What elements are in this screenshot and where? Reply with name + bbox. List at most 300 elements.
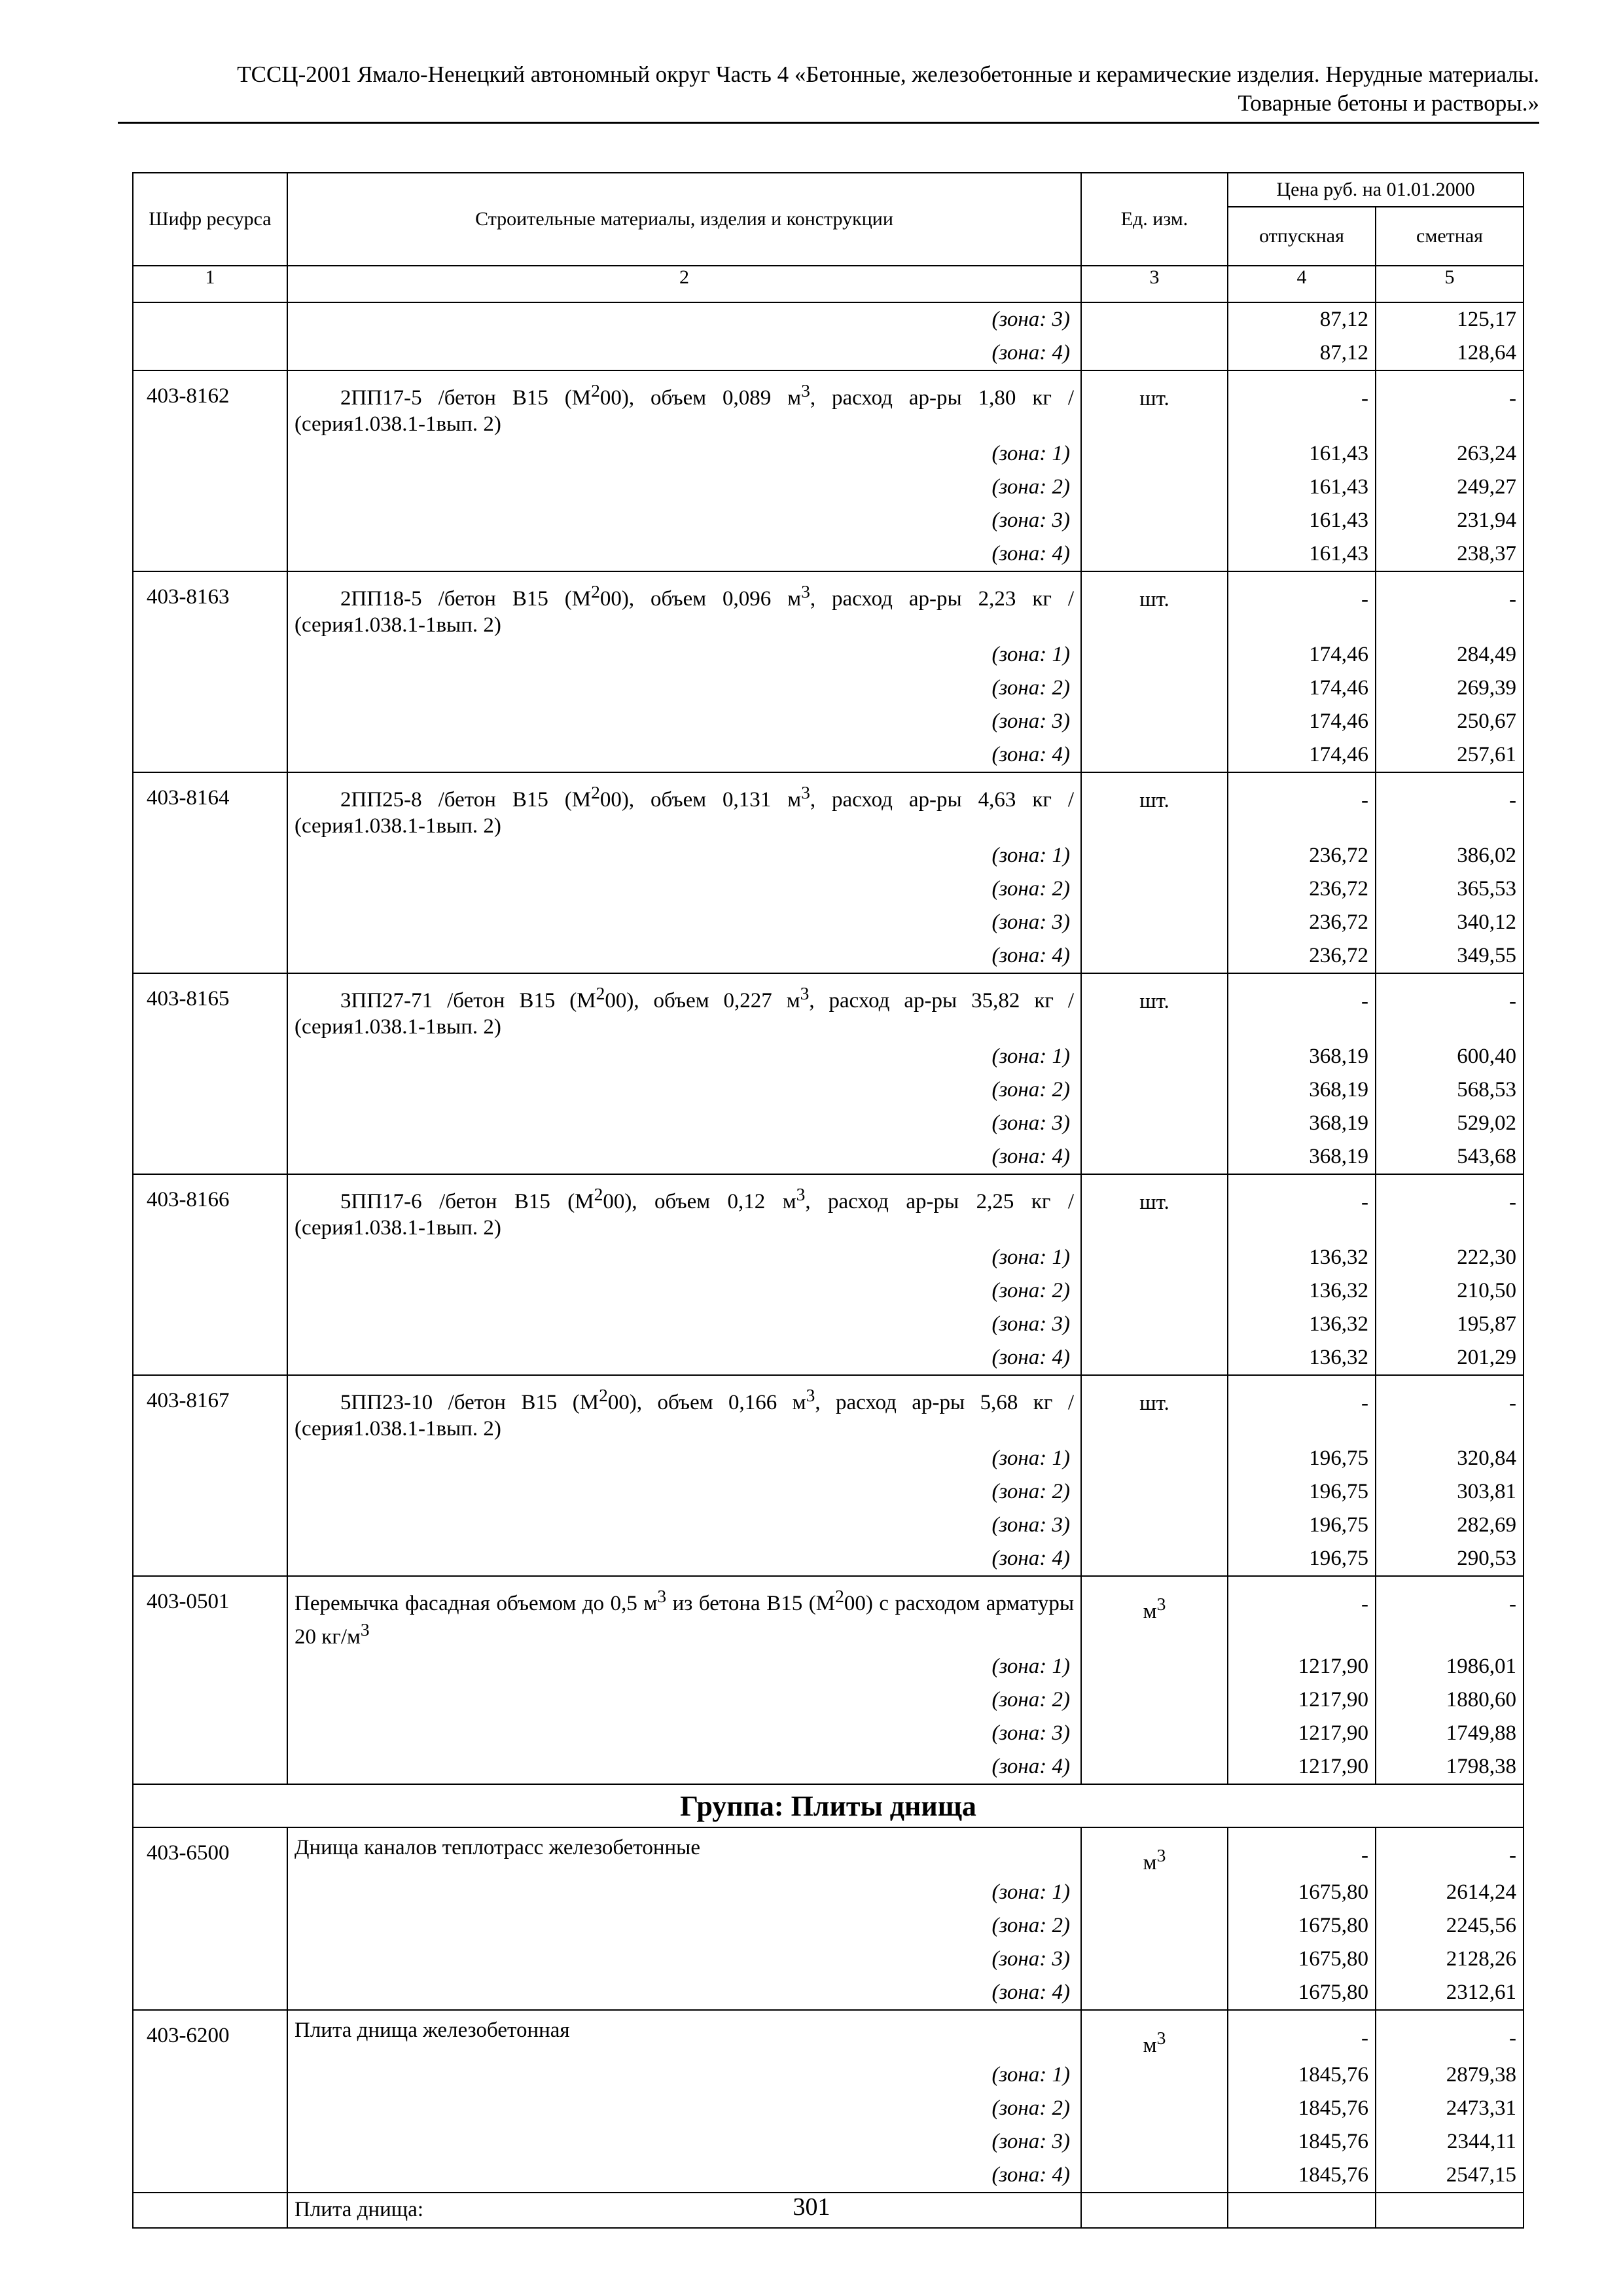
- code-cell: [133, 2092, 287, 2125]
- group-title: Группа: Плиты днища: [133, 1784, 1524, 1827]
- item-name: [287, 973, 1081, 1040]
- unit-cell: [1081, 537, 1228, 571]
- item-name: Плита днища железобетонная: [287, 2010, 1081, 2058]
- zone-row: [133, 638, 1524, 672]
- text-fragment: из бетона В15 (М: [666, 1592, 836, 1615]
- text-fragment: 00), объем 0,089 м: [599, 386, 802, 410]
- release-price: 1217,90: [1228, 1750, 1376, 1784]
- zone-label: (зона: 1): [287, 437, 1081, 471]
- release-price: -: [1228, 1827, 1376, 1876]
- estimate-price: 1749,88: [1376, 1717, 1524, 1750]
- zone-row: [133, 1274, 1524, 1308]
- code-cell: [133, 1876, 287, 1909]
- zone-row: [133, 939, 1524, 973]
- header-line-1: ТССЦ-2001 Ямало-Ненецкий автономный округ Часть 4 «Бетонные, железобетонные и керамические изделия. Нерудные материалы.: [237, 62, 1539, 87]
- estimate-price: -: [1376, 1576, 1524, 1650]
- code-cell: [133, 2125, 287, 2159]
- header-rule: [118, 122, 1539, 124]
- unit-cell: [1081, 1040, 1228, 1073]
- release-price: -: [1228, 571, 1376, 638]
- release-price: -: [1228, 973, 1376, 1040]
- release-price: 161,43: [1228, 437, 1376, 471]
- zone-row: [133, 302, 1524, 336]
- estimate-price: 263,24: [1376, 437, 1524, 471]
- estimate-price: 201,29: [1376, 1341, 1524, 1375]
- superscript: 3: [657, 1586, 667, 1606]
- text-fragment: 00), объем 0,166 м: [607, 1391, 806, 1414]
- col-header-code: Шифр ресурса: [133, 173, 287, 266]
- item-name-text: [294, 1382, 1074, 1442]
- code-cell: [133, 638, 287, 672]
- zone-row: [133, 1308, 1524, 1341]
- zone-label: (зона: 4): [287, 738, 1081, 772]
- item-row: [133, 973, 1524, 1040]
- estimate-price: 2312,61: [1376, 1976, 1524, 2010]
- text-fragment: 5ПП17-6 /бетон В15 (М: [340, 1190, 594, 1213]
- column-number: 3: [1081, 266, 1228, 302]
- unit-cell: [1081, 939, 1228, 973]
- zone-label: (зона: 2): [287, 672, 1081, 705]
- code-cell: [133, 1341, 287, 1375]
- code-cell: [133, 504, 287, 537]
- release-price: 87,12: [1228, 302, 1376, 336]
- release-price: 1845,76: [1228, 2092, 1376, 2125]
- zone-label: (зона: 1): [287, 839, 1081, 872]
- estimate-price: 238,37: [1376, 537, 1524, 571]
- resource-code: 403-8167: [133, 1375, 287, 1442]
- release-price: 1845,76: [1228, 2125, 1376, 2159]
- release-price: 161,43: [1228, 537, 1376, 571]
- code-cell: [133, 738, 287, 772]
- estimate-price: 2879,38: [1376, 2058, 1524, 2092]
- estimate-price: 2128,26: [1376, 1943, 1524, 1976]
- item-row: [133, 1375, 1524, 1442]
- release-price: -: [1228, 1576, 1376, 1650]
- header-line-2: Товарные бетоны и растворы.»: [1238, 90, 1539, 116]
- zone-row: [133, 437, 1524, 471]
- item-row: [133, 370, 1524, 437]
- release-price: 1675,80: [1228, 1909, 1376, 1943]
- zone-label: (зона: 3): [287, 906, 1081, 939]
- col-header-estimate: сметная: [1376, 207, 1524, 266]
- unit-cell: [1081, 1683, 1228, 1717]
- item-row: [133, 1827, 1524, 1876]
- zone-label: (зона: 4): [287, 1341, 1081, 1375]
- zone-row: [133, 738, 1524, 772]
- estimate-price: 349,55: [1376, 939, 1524, 973]
- text-fragment: , расход ар-ры 4,63 кг / (серия1.038.1-1вып. 2): [294, 788, 1074, 838]
- zone-row: [133, 672, 1524, 705]
- estimate-price: 282,69: [1376, 1509, 1524, 1542]
- code-cell: [133, 1107, 287, 1140]
- zone-row: [133, 1073, 1524, 1107]
- text-fragment: шт.: [1139, 789, 1169, 812]
- release-price: 136,32: [1228, 1241, 1376, 1274]
- superscript: 2: [591, 782, 600, 802]
- estimate-price: 600,40: [1376, 1040, 1524, 1073]
- code-cell: [133, 1040, 287, 1073]
- item-name: [287, 1576, 1081, 1650]
- release-price: 136,32: [1228, 1341, 1376, 1375]
- release-price: 368,19: [1228, 1040, 1376, 1073]
- zone-label: (зона: 2): [287, 872, 1081, 906]
- text-fragment: шт.: [1139, 990, 1169, 1013]
- text-fragment: м: [1143, 1851, 1157, 1874]
- code-cell: [133, 1509, 287, 1542]
- resource-code: 403-6500: [133, 1827, 287, 1876]
- unit-cell: [1081, 1107, 1228, 1140]
- item-name-text: [294, 1181, 1074, 1241]
- unit-cell: [1081, 973, 1228, 1040]
- estimate-price: 2245,56: [1376, 1909, 1524, 1943]
- zone-row: [133, 2092, 1524, 2125]
- estimate-price: 269,39: [1376, 672, 1524, 705]
- release-price: 368,19: [1228, 1073, 1376, 1107]
- unit-cell: [1081, 1827, 1228, 1876]
- release-price: 236,72: [1228, 939, 1376, 973]
- price-table: [132, 172, 1524, 2229]
- code-cell: [133, 1683, 287, 1717]
- unit-cell: [1081, 336, 1228, 370]
- estimate-price: 128,64: [1376, 336, 1524, 370]
- text-fragment: 3ПП27-71 /бетон В15 (М: [340, 989, 596, 1013]
- release-price: 196,75: [1228, 1509, 1376, 1542]
- release-price: 1217,90: [1228, 1650, 1376, 1683]
- release-price: 236,72: [1228, 906, 1376, 939]
- unit-cell: [1081, 1876, 1228, 1909]
- resource-code: 403-8166: [133, 1174, 287, 1241]
- zone-label: (зона: 2): [287, 1909, 1081, 1943]
- zone-label: (зона: 4): [287, 336, 1081, 370]
- code-cell: [133, 1241, 287, 1274]
- unit-cell: [1081, 2092, 1228, 2125]
- zone-label: (зона: 4): [287, 2159, 1081, 2193]
- zone-row: [133, 2159, 1524, 2193]
- text-fragment: 00), объем 0,131 м: [599, 788, 802, 812]
- superscript: 3: [1156, 1594, 1166, 1614]
- document-header: [118, 60, 1539, 118]
- release-price: 236,72: [1228, 839, 1376, 872]
- estimate-price: 2344,11: [1376, 2125, 1524, 2159]
- zone-row: [133, 906, 1524, 939]
- column-number: 1: [133, 266, 287, 302]
- col-header-unit: Ед. изм.: [1081, 173, 1228, 266]
- code-cell: [133, 302, 287, 336]
- zone-row: [133, 1241, 1524, 1274]
- release-price: 368,19: [1228, 1107, 1376, 1140]
- zone-label: (зона: 1): [287, 638, 1081, 672]
- release-price: 1217,90: [1228, 1683, 1376, 1717]
- text-fragment: шт.: [1139, 1191, 1169, 1214]
- estimate-price: 386,02: [1376, 839, 1524, 872]
- zone-label: (зона: 3): [287, 1717, 1081, 1750]
- code-cell: [133, 705, 287, 738]
- resource-code: 403-8164: [133, 772, 287, 839]
- code-cell: [133, 1140, 287, 1174]
- column-number-row: [133, 266, 1524, 302]
- release-price: 174,46: [1228, 638, 1376, 672]
- release-price: 236,72: [1228, 872, 1376, 906]
- estimate-price: 2473,31: [1376, 2092, 1524, 2125]
- superscript: 2: [599, 1385, 608, 1405]
- text-fragment: 2ПП18-5 /бетон В15 (М: [340, 587, 592, 611]
- text-fragment: 00), объем 0,227 м: [605, 989, 800, 1013]
- zone-label: (зона: 2): [287, 1683, 1081, 1717]
- estimate-price: -: [1376, 1827, 1524, 1876]
- zone-label: (зона: 1): [287, 1241, 1081, 1274]
- unit-cell: [1081, 1341, 1228, 1375]
- estimate-price: -: [1376, 2010, 1524, 2058]
- page-number: 301: [793, 2193, 830, 2221]
- code-cell: [133, 336, 287, 370]
- release-price: 1675,80: [1228, 1876, 1376, 1909]
- unit-cell: [1081, 2159, 1228, 2193]
- unit-cell: [1081, 1274, 1228, 1308]
- estimate-price: 257,61: [1376, 738, 1524, 772]
- unit-cell: [1081, 1717, 1228, 1750]
- unit-cell: [1081, 504, 1228, 537]
- estimate-price: 250,67: [1376, 705, 1524, 738]
- zone-row: [133, 1542, 1524, 1576]
- unit-cell: [1081, 2010, 1228, 2058]
- code-cell: [133, 537, 287, 571]
- text-fragment: , расход ар-ры 35,82 кг / (серия1.038.1-1вып. 2): [294, 989, 1074, 1039]
- estimate-price: 195,87: [1376, 1308, 1524, 1341]
- unit-cell: [1081, 672, 1228, 705]
- zone-row: [133, 1909, 1524, 1943]
- zone-label: (зона: 4): [287, 1976, 1081, 2010]
- item-row: [133, 571, 1524, 638]
- resource-code: 403-0501: [133, 1576, 287, 1650]
- code-cell: [133, 1542, 287, 1576]
- code-cell: [133, 1442, 287, 1475]
- text-fragment: шт.: [1139, 588, 1169, 611]
- estimate-price: -: [1376, 973, 1524, 1040]
- text-fragment: , расход ар-ры 5,68 кг / (серия1.038.1-1вып. 2): [294, 1391, 1074, 1441]
- unit-cell: [1081, 872, 1228, 906]
- zone-row: [133, 1442, 1524, 1475]
- unit-cell: [1081, 2125, 1228, 2159]
- code-cell: [133, 1717, 287, 1750]
- code-cell: [133, 672, 287, 705]
- item-row: [133, 2010, 1524, 2058]
- release-price: 196,75: [1228, 1475, 1376, 1509]
- zone-row: [133, 1650, 1524, 1683]
- unit-cell: [1081, 1750, 1228, 1784]
- code-cell: [133, 839, 287, 872]
- unit-cell: [1081, 2058, 1228, 2092]
- zone-row: [133, 504, 1524, 537]
- estimate-price: 568,53: [1376, 1073, 1524, 1107]
- zone-label: (зона: 3): [287, 302, 1081, 336]
- superscript: 3: [1156, 1845, 1166, 1865]
- item-name: [287, 772, 1081, 839]
- unit-cell: [1081, 1542, 1228, 1576]
- unit-cell: [1081, 1976, 1228, 2010]
- estimate-price: -: [1376, 370, 1524, 437]
- zone-label: (зона: 4): [287, 939, 1081, 973]
- release-price: 1675,80: [1228, 1943, 1376, 1976]
- release-price: 161,43: [1228, 504, 1376, 537]
- estimate-price: 210,50: [1376, 1274, 1524, 1308]
- zone-label: (зона: 4): [287, 1140, 1081, 1174]
- superscript: 3: [1156, 2028, 1166, 2048]
- text-fragment: 00) с расходом арматуры 20 кг/м: [294, 1592, 1075, 1649]
- release-price: 196,75: [1228, 1442, 1376, 1475]
- release-price: -: [1228, 772, 1376, 839]
- resource-code: 403-8163: [133, 571, 287, 638]
- code-cell: [133, 2159, 287, 2193]
- estimate-price: 1880,60: [1376, 1683, 1524, 1717]
- zone-row: [133, 1040, 1524, 1073]
- zone-label: (зона: 1): [287, 2058, 1081, 2092]
- superscript: 2: [591, 380, 600, 401]
- column-number: 4: [1228, 266, 1376, 302]
- code-cell: [133, 1943, 287, 1976]
- zone-row: [133, 1750, 1524, 1784]
- code-cell: [133, 2058, 287, 2092]
- release-price: -: [1228, 1375, 1376, 1442]
- zone-row: [133, 1943, 1524, 1976]
- estimate-price: 222,30: [1376, 1241, 1524, 1274]
- zone-label: (зона: 4): [287, 1750, 1081, 1784]
- zone-label: (зона: 4): [287, 537, 1081, 571]
- zone-label: (зона: 2): [287, 1073, 1081, 1107]
- estimate-price: 290,53: [1376, 1542, 1524, 1576]
- zone-label: (зона: 1): [287, 1442, 1081, 1475]
- zone-label: (зона: 2): [287, 2092, 1081, 2125]
- estimate-price: -: [1376, 571, 1524, 638]
- estimate-price: 125,17: [1376, 302, 1524, 336]
- release-price: 87,12: [1228, 336, 1376, 370]
- unit-cell: [1081, 1308, 1228, 1341]
- zone-row: [133, 1341, 1524, 1375]
- estimate-price: 1986,01: [1376, 1650, 1524, 1683]
- code-cell: [133, 437, 287, 471]
- unit-cell: [1081, 471, 1228, 504]
- estimate-price: 2547,15: [1376, 2159, 1524, 2193]
- group-header-row: [133, 1784, 1524, 1827]
- code-cell: [133, 471, 287, 504]
- code-cell: [133, 1308, 287, 1341]
- estimate-price: 1798,38: [1376, 1750, 1524, 1784]
- release-price: -: [1228, 2010, 1376, 2058]
- text-fragment: м: [1143, 2034, 1157, 2057]
- text-fragment: , расход ар-ры 2,23 кг / (серия1.038.1-1вып. 2): [294, 587, 1074, 637]
- item-name-text: [294, 1583, 1074, 1650]
- estimate-price: 365,53: [1376, 872, 1524, 906]
- estimate-price: -: [1376, 1375, 1524, 1442]
- unit-cell: [1081, 1509, 1228, 1542]
- release-price: 368,19: [1228, 1140, 1376, 1174]
- zone-label: (зона: 1): [287, 1650, 1081, 1683]
- zone-row: [133, 1140, 1524, 1174]
- superscript: 3: [801, 380, 810, 401]
- release-price: -: [1228, 370, 1376, 437]
- unit-cell: [1081, 839, 1228, 872]
- superscript: 2: [591, 581, 600, 601]
- unit-cell: [1081, 1475, 1228, 1509]
- zone-row: [133, 2125, 1524, 2159]
- zone-label: (зона: 3): [287, 1943, 1081, 1976]
- zone-label: (зона: 2): [287, 471, 1081, 504]
- col-header-price: Цена руб. на 01.01.2000: [1228, 173, 1524, 207]
- superscript: 2: [594, 1184, 603, 1204]
- superscript: 3: [800, 983, 810, 1003]
- release-price: 161,43: [1228, 471, 1376, 504]
- superscript: 3: [806, 1385, 815, 1405]
- release-price: 196,75: [1228, 1542, 1376, 1576]
- text-fragment: Перемычка фасадная объемом до 0,5 м: [294, 1592, 658, 1615]
- zone-row: [133, 2058, 1524, 2092]
- resource-code: 403-8165: [133, 973, 287, 1040]
- unit-cell: [1081, 302, 1228, 336]
- text-fragment: шт.: [1139, 1391, 1169, 1415]
- item-row: [133, 1174, 1524, 1241]
- superscript: 3: [796, 1184, 806, 1204]
- release-price: 174,46: [1228, 672, 1376, 705]
- unit-cell: [1081, 1073, 1228, 1107]
- release-price: 1217,90: [1228, 1717, 1376, 1750]
- unit-cell: [1081, 738, 1228, 772]
- text-fragment: 00), объем 0,096 м: [599, 587, 802, 611]
- estimate-price: 2614,24: [1376, 1876, 1524, 1909]
- unit-cell: [1081, 705, 1228, 738]
- unit-cell: [1081, 1576, 1228, 1650]
- col-header-name: Строительные материалы, изделия и конструкции: [287, 173, 1081, 266]
- zone-row: [133, 872, 1524, 906]
- unit-cell: [1081, 638, 1228, 672]
- item-name: [287, 571, 1081, 638]
- column-number: 2: [287, 266, 1081, 302]
- item-name: [287, 370, 1081, 437]
- unit-cell: [1081, 1650, 1228, 1683]
- text-fragment: м: [1143, 1600, 1157, 1623]
- unit-cell: [1081, 1909, 1228, 1943]
- estimate-price: 284,49: [1376, 638, 1524, 672]
- superscript: 3: [360, 1619, 370, 1640]
- code-cell: [133, 1274, 287, 1308]
- unit-cell: [1081, 906, 1228, 939]
- zone-row: [133, 839, 1524, 872]
- unit-cell: [1081, 1375, 1228, 1442]
- unit-cell: [1081, 437, 1228, 471]
- zone-label: (зона: 3): [287, 504, 1081, 537]
- code-cell: [133, 1750, 287, 1784]
- release-price: 1845,76: [1228, 2159, 1376, 2193]
- unit-cell: [1081, 1442, 1228, 1475]
- estimate-price: 320,84: [1376, 1442, 1524, 1475]
- zone-row: [133, 1475, 1524, 1509]
- code-cell: [133, 872, 287, 906]
- superscript: 2: [835, 1586, 844, 1606]
- zone-label: (зона: 1): [287, 1876, 1081, 1909]
- zone-label: (зона: 1): [287, 1040, 1081, 1073]
- zone-row: [133, 1509, 1524, 1542]
- release-price: 1675,80: [1228, 1976, 1376, 2010]
- unit-cell: [1081, 772, 1228, 839]
- code-cell: [133, 1650, 287, 1683]
- zone-row: [133, 336, 1524, 370]
- text-fragment: , расход ар-ры 1,80 кг / (серия1.038.1-1вып. 2): [294, 386, 1074, 436]
- estimate-price: 231,94: [1376, 504, 1524, 537]
- text-fragment: шт.: [1139, 387, 1169, 410]
- text-fragment: , расход ар-ры 2,25 кг / (серия1.038.1-1вып. 2): [294, 1190, 1074, 1240]
- text-fragment: 5ПП23-10 /бетон В15 (М: [340, 1391, 599, 1414]
- unit-cell: [1081, 1943, 1228, 1976]
- text-fragment: 2ПП17-5 /бетон В15 (М: [340, 386, 592, 410]
- zone-row: [133, 1876, 1524, 1909]
